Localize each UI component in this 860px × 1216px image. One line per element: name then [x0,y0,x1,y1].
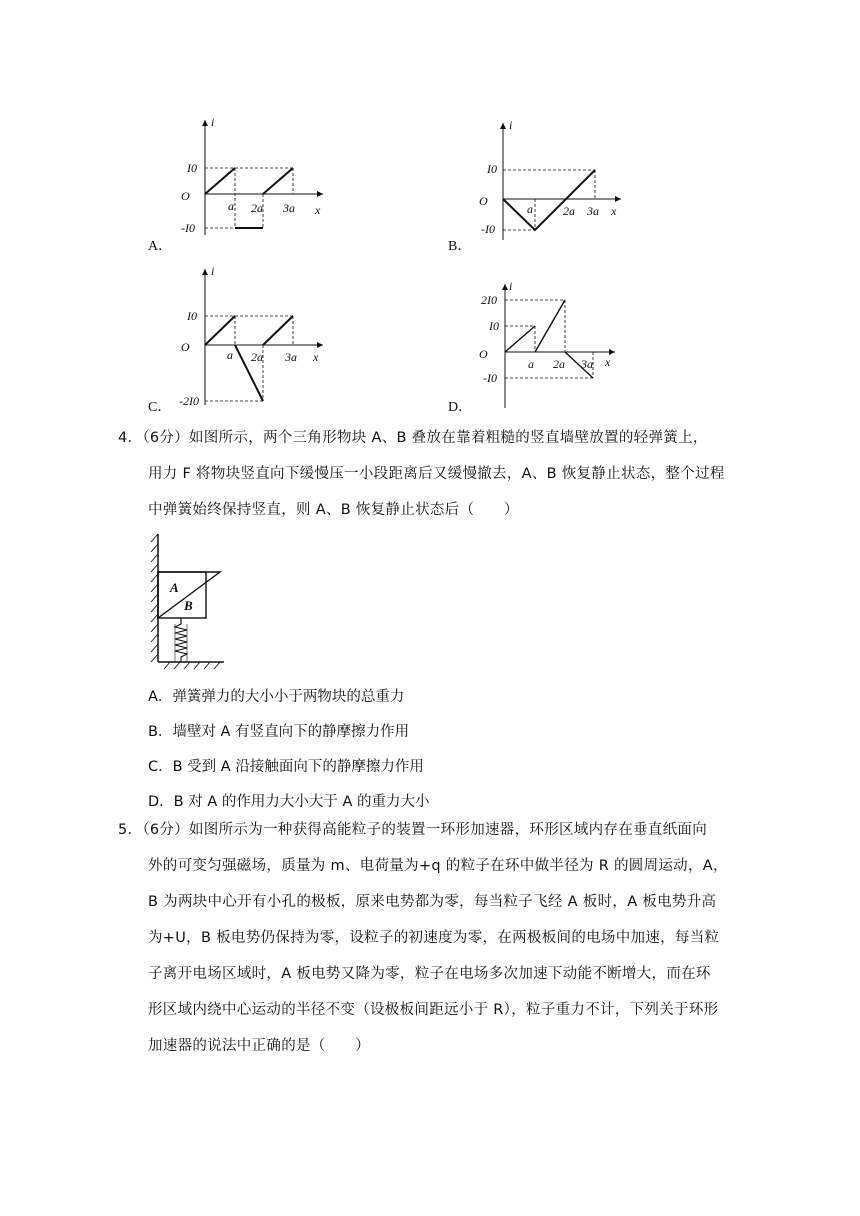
q5-line-6: 形区域内绕中心运动的半径不变（设极板间距远小于 R），粒子重力不计，下列关于环形 [148,1002,719,1018]
a-label: a [228,199,234,213]
q4-figure [148,532,238,672]
q4-choice-a: A．弹簧弹力的大小小于两物块的总重力 [148,689,405,705]
q5-line-4: 为+U，B 板电势仍保持为零，设粒子的初速度为零，在两极板间的电场中加速，每当粒 [148,930,720,946]
option-d-letter: D． [448,400,473,415]
q5-stem [118,812,728,1064]
svg-text:-I0: -I0 [481,222,495,236]
q4-line-2: 用力 F 将物块竖直向下缓慢压一小段距离后又缓慢撤去，A、B 恢复静止状态，整个过程 [148,466,725,482]
svg-text:I0: I0 [489,319,499,333]
q4-choice-c: C．B 受到 A 沿接触面向下的静摩擦力作用 [148,759,424,775]
x-label: x [315,203,321,217]
svg-text:-2I0: -2I0 [179,394,199,408]
q5-line-1: 5．（6分）如图所示为一种获得高能粒子的装置一环形加速器，环形区域内存在垂直纸面向 [118,822,707,838]
i0-label: I0 [187,161,197,175]
svg-text:x: x [313,350,319,364]
block-a-label: A [170,580,179,595]
svg-text:x: x [611,204,617,218]
svg-text:I0: I0 [487,162,497,176]
q5-line-2: 外的可变匀强磁场，质量为 m、电荷量为+q 的粒子在环中做半径为 R 的圆周运动，A， [148,858,728,874]
option-b-graph [475,115,635,245]
option-a-letter: A． [148,239,173,254]
svg-text:2a: 2a [553,357,565,371]
q4-choice-d: D．B 对 A 的作用力大小大于 A 的重力大小 [148,794,430,810]
option-c-graph [175,265,335,410]
svg-text:a: a [528,357,534,371]
q5-line-5: 子离开电场区域时，A 板电势又降为零，粒子在电场多次加速下动能不断增大，而在环 [148,966,711,982]
svg-text:a: a [227,348,233,362]
q4-stem [118,420,725,528]
wall-spring-figure [148,532,238,672]
svg-text:2a: 2a [563,204,575,218]
svg-text:O: O [181,340,190,354]
2a-label: 2a [251,201,263,215]
option-b-graph-svg [475,115,635,245]
svg-text:i: i [509,279,513,293]
q4-choice-b: B．墙壁对 A 有竖直向下的静摩擦力作用 [148,724,410,740]
3a-label: 3a [283,201,295,215]
svg-text:a: a [527,202,533,216]
svg-text:3a: 3a [581,357,593,371]
svg-text:3a: 3a [285,350,297,364]
block-b-label: B [184,598,193,613]
option-a-graph [175,110,335,240]
i-label: i [211,115,215,129]
svg-text:i: i [509,118,513,132]
q4-line-3: 中弹簧始终保持竖直，则 A、B 恢复静止状态后（ ） [148,502,519,518]
q5-line-3: B 为两块中心开有小孔的极板，原来电势都为零，每当粒子飞经 A 板时，A 板电势升高 [148,894,717,910]
option-c-letter: C． [148,400,172,415]
option-b-letter: B． [448,239,472,254]
svg-text:x: x [605,355,611,369]
option-c-graph-svg [175,265,335,410]
svg-text:O: O [479,347,488,361]
svg-text:I0: I0 [187,309,197,323]
origin-label: O [181,189,190,203]
svg-text:i: i [211,264,215,278]
q4-line-1: 4．（6分）如图所示，两个三角形物块 A、B 叠放在靠着粗糙的竖直墙壁放置的轻弹簧上， [118,430,708,446]
svg-text:3a: 3a [587,204,599,218]
svg-text:-I0: -I0 [483,371,497,385]
option-d-graph-svg [475,280,635,410]
svg-text:2a: 2a [251,350,263,364]
q5-line-7: 加速器的说法中正确的是（ ） [148,1038,370,1054]
neg-i0-label: -I0 [181,221,195,235]
svg-text:O: O [479,194,488,208]
option-d-graph [475,280,635,410]
svg-text:2I0: 2I0 [481,293,497,307]
option-a-graph-svg [175,110,335,240]
